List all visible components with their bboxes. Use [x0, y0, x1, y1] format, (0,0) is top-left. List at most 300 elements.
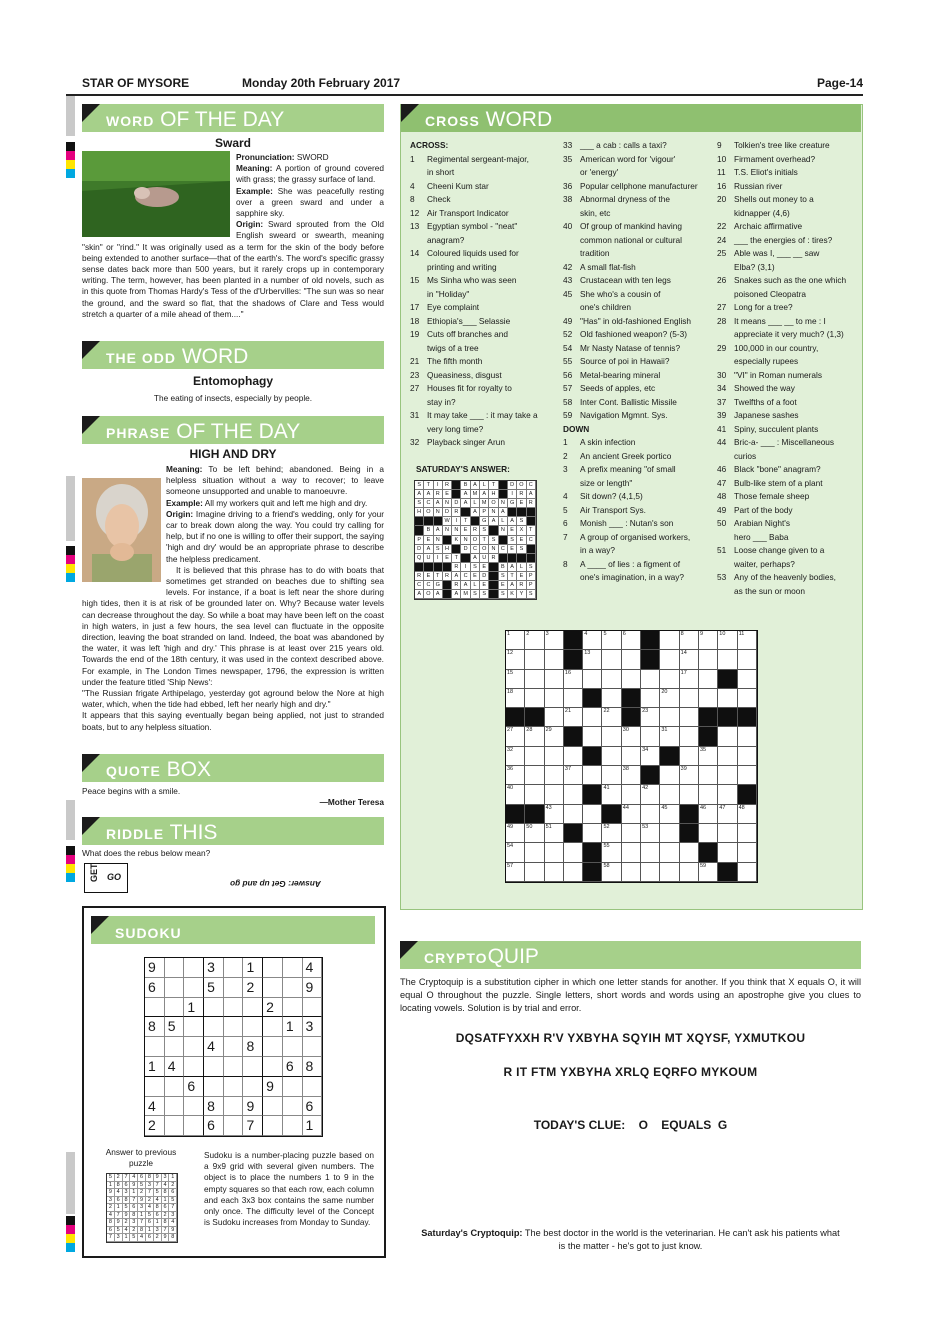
- grid-cell[interactable]: [641, 843, 660, 862]
- clue-number: 54: [563, 342, 573, 353]
- grid-cell[interactable]: [680, 631, 699, 650]
- answer-cell: R: [517, 581, 526, 590]
- grid-cell[interactable]: [583, 805, 602, 824]
- sudoku-cell[interactable]: [165, 998, 185, 1018]
- grid-cell[interactable]: [545, 727, 564, 746]
- clue: [410, 261, 555, 275]
- sudoku-cell[interactable]: [263, 978, 283, 998]
- sudoku-cell[interactable]: [283, 998, 303, 1018]
- grid-cell[interactable]: [680, 670, 699, 689]
- grid-cell[interactable]: [545, 708, 564, 727]
- sudoku-cell[interactable]: [204, 1017, 224, 1037]
- clue-number: 49: [717, 504, 727, 515]
- sudoku-cell[interactable]: [263, 1037, 283, 1057]
- prev-sudoku-cell: 1: [138, 1212, 146, 1220]
- clue-number: 1: [410, 153, 415, 164]
- grid-cell[interactable]: [718, 766, 737, 785]
- grid-cell[interactable]: [660, 670, 679, 689]
- prev-sudoku-cell: 8: [138, 1227, 146, 1235]
- grid-cell[interactable]: [641, 805, 660, 824]
- cell-number: 48: [738, 804, 745, 811]
- grid-cell[interactable]: [738, 863, 757, 882]
- grid-cell[interactable]: [680, 843, 699, 862]
- grid-cell[interactable]: [506, 650, 525, 669]
- grid-cell[interactable]: [525, 766, 544, 785]
- clue-text: Navigation Mgmnt. Sys.: [580, 410, 668, 420]
- grid-cell[interactable]: [506, 843, 525, 862]
- answer-cell: T: [461, 517, 470, 526]
- grid-cell[interactable]: [680, 689, 699, 708]
- clue-number: 31: [410, 410, 420, 420]
- grid-cell[interactable]: [622, 670, 641, 689]
- answer-cell: B: [424, 526, 433, 535]
- prev-sudoku-cell: 5: [130, 1234, 138, 1242]
- clue-number: 59: [563, 410, 573, 420]
- clue: [563, 315, 713, 329]
- grid-cell[interactable]: [525, 670, 544, 689]
- block-cell: [564, 631, 583, 650]
- sudoku-cell[interactable]: [184, 1037, 204, 1057]
- clue-number: [563, 234, 580, 248]
- grid-cell[interactable]: [545, 670, 564, 689]
- grid-cell[interactable]: [680, 785, 699, 804]
- grid-cell[interactable]: [564, 747, 583, 766]
- grid-cell[interactable]: [602, 766, 621, 785]
- grid-cell[interactable]: [583, 631, 602, 650]
- sudoku-cell[interactable]: [224, 1037, 244, 1057]
- sudoku-cell[interactable]: [165, 1097, 185, 1117]
- grid-cell[interactable]: [622, 863, 641, 882]
- margin-band: [66, 1152, 75, 1214]
- grid-cell[interactable]: [738, 805, 757, 824]
- block-cell: [564, 824, 583, 843]
- sudoku-cell[interactable]: [165, 958, 185, 978]
- grid-cell[interactable]: [602, 670, 621, 689]
- grid-cell[interactable]: [525, 727, 544, 746]
- grid-cell[interactable]: [641, 670, 660, 689]
- clue: [563, 261, 713, 275]
- cell-number: 55: [603, 843, 610, 850]
- sudoku-cell: 6: [145, 978, 165, 998]
- sudoku-cell[interactable]: [263, 1116, 283, 1136]
- grid-cell[interactable]: [622, 824, 641, 843]
- grid-cell[interactable]: [583, 824, 602, 843]
- grid-cell[interactable]: [525, 650, 544, 669]
- grid-cell[interactable]: [506, 824, 525, 843]
- prev-sudoku-cell: 3: [107, 1197, 115, 1205]
- grid-cell[interactable]: [622, 650, 641, 669]
- sat-text: The best doctor in the world is the veterinarian. He can't ask his patients what is the matter - he's got to just know.: [522, 1228, 840, 1251]
- grid-cell[interactable]: [525, 863, 544, 882]
- clue-number: [563, 544, 580, 558]
- grid-cell[interactable]: [583, 766, 602, 785]
- grid-cell[interactable]: [506, 689, 525, 708]
- sudoku-cell[interactable]: [165, 1116, 185, 1136]
- grid-cell[interactable]: [718, 727, 737, 746]
- clue-text: Spiny, succulent plants: [734, 423, 819, 434]
- prev-sudoku-cell: 3: [146, 1182, 154, 1190]
- grid-cell[interactable]: [545, 805, 564, 824]
- sudoku-cell[interactable]: [224, 958, 244, 978]
- block-cell: [738, 785, 757, 804]
- answer-cell: E: [508, 526, 517, 535]
- clue-text: Twelfths of a foot: [734, 396, 797, 407]
- grid-cell[interactable]: [660, 631, 679, 650]
- grid-cell[interactable]: [718, 805, 737, 824]
- grid-cell[interactable]: [738, 824, 757, 843]
- cipher-line-2: R IT FTM YXBYHA XRLQ EQRFO MYKOUM: [503, 1065, 758, 1079]
- grid-cell[interactable]: [680, 727, 699, 746]
- sudoku-cell[interactable]: [184, 1116, 204, 1136]
- grid-cell[interactable]: [699, 824, 718, 843]
- cell-number: 27: [507, 727, 514, 734]
- clue-text: anagram?: [427, 234, 465, 245]
- sudoku-cell[interactable]: [224, 978, 244, 998]
- prev-sudoku-cell: 2: [107, 1204, 115, 1212]
- grid-cell[interactable]: [602, 727, 621, 746]
- sudoku-cell[interactable]: [224, 1057, 244, 1077]
- grid-cell[interactable]: [660, 650, 679, 669]
- grid-cell[interactable]: [699, 631, 718, 650]
- grid-cell[interactable]: [545, 843, 564, 862]
- grid-cell[interactable]: [506, 766, 525, 785]
- sudoku-cell[interactable]: [145, 1037, 165, 1057]
- grid-cell[interactable]: [718, 785, 737, 804]
- sudoku-cell[interactable]: [263, 1017, 283, 1037]
- grid-cell[interactable]: [699, 766, 718, 785]
- cell-number: 17: [680, 669, 687, 676]
- grid-cell[interactable]: [602, 631, 621, 650]
- answer-cell: M: [480, 499, 489, 508]
- grid-cell[interactable]: [641, 863, 660, 882]
- grid-cell[interactable]: [660, 689, 679, 708]
- grid-cell[interactable]: [583, 650, 602, 669]
- clue-number: 4: [410, 180, 415, 191]
- grid-cell[interactable]: [699, 670, 718, 689]
- sudoku-prev-grid: [106, 1173, 178, 1243]
- section-label: DOWN: [563, 423, 590, 434]
- sudoku-cell[interactable]: [165, 1037, 185, 1057]
- clue-text: kidnapper (4,6): [734, 207, 790, 218]
- grid-cell[interactable]: [525, 689, 544, 708]
- clue-number: 13: [410, 221, 420, 231]
- clue-text: Firmament overhead?: [734, 153, 816, 164]
- clue: [717, 342, 859, 356]
- band-small: WORD: [106, 113, 155, 129]
- grid-cell[interactable]: [699, 747, 718, 766]
- sudoku-cell[interactable]: [243, 1057, 263, 1077]
- block-cell: [680, 824, 699, 843]
- cell-number: 37: [564, 766, 572, 773]
- grid-cell[interactable]: [680, 747, 699, 766]
- sudoku-cell[interactable]: [224, 1077, 244, 1097]
- sudoku-cell[interactable]: [303, 998, 323, 1018]
- answer-block: [461, 554, 470, 563]
- grid-cell[interactable]: [525, 824, 544, 843]
- clue-number: 48: [717, 491, 727, 501]
- grid-cell[interactable]: [583, 670, 602, 689]
- answer-cell: T: [480, 536, 489, 545]
- grid-cell[interactable]: [738, 670, 757, 689]
- grid-cell[interactable]: [641, 785, 660, 804]
- clue: [410, 342, 555, 356]
- grid-cell[interactable]: [583, 727, 602, 746]
- sudoku-cell[interactable]: [263, 1097, 283, 1117]
- grid-cell[interactable]: [641, 689, 660, 708]
- sudoku-cell[interactable]: [283, 1097, 303, 1117]
- grid-cell[interactable]: [506, 785, 525, 804]
- grid-cell[interactable]: [680, 863, 699, 882]
- grid-cell[interactable]: [525, 843, 544, 862]
- sudoku-cell[interactable]: [165, 1077, 185, 1097]
- sudoku-cell: 2: [263, 998, 283, 1018]
- clue: [563, 207, 713, 221]
- grid-cell[interactable]: [545, 689, 564, 708]
- grid-cell[interactable]: [564, 766, 583, 785]
- grid-cell[interactable]: [738, 747, 757, 766]
- grid-cell[interactable]: [564, 785, 583, 804]
- answer-cell: A: [461, 499, 470, 508]
- grid-cell[interactable]: [564, 863, 583, 882]
- grid-cell[interactable]: [738, 689, 757, 708]
- sudoku-cell[interactable]: [303, 1077, 323, 1097]
- grid-cell[interactable]: [545, 631, 564, 650]
- band-small: CROSS: [425, 113, 480, 129]
- grid-cell[interactable]: [738, 631, 757, 650]
- origin-text: Imagine driving to a friend's wedding, only for your car to break down along the way. You could try calling for help, but if no one is willing to offer their support, the saying 'high and dry' would be an appropriate phrase to describe the helpless predicament.: [166, 508, 384, 564]
- sudoku-cell[interactable]: [283, 978, 303, 998]
- answer-cell: R: [443, 481, 452, 490]
- grid-cell[interactable]: [622, 766, 641, 785]
- clue-number: [410, 288, 427, 302]
- grid-cell[interactable]: [564, 689, 583, 708]
- grid-cell[interactable]: [525, 785, 544, 804]
- grid-cell[interactable]: [622, 785, 641, 804]
- prev-sudoku-cell: 1: [123, 1234, 131, 1242]
- grid-cell[interactable]: [506, 747, 525, 766]
- grid-cell[interactable]: [660, 708, 679, 727]
- grid-cell[interactable]: [660, 863, 679, 882]
- sudoku-cell[interactable]: [184, 1057, 204, 1077]
- grid-cell[interactable]: [660, 805, 679, 824]
- grid-cell[interactable]: [738, 766, 757, 785]
- grid-cell[interactable]: [641, 708, 660, 727]
- grid-cell[interactable]: [660, 766, 679, 785]
- clue-text: size or length": [580, 477, 633, 488]
- clue-number: 9: [717, 140, 722, 150]
- grid-cell[interactable]: [545, 863, 564, 882]
- clue-number: 15: [410, 275, 420, 285]
- answer-cell: A: [527, 490, 536, 499]
- sudoku-cell[interactable]: [243, 998, 263, 1018]
- sudoku-cell[interactable]: [184, 958, 204, 978]
- grid-cell[interactable]: [622, 747, 641, 766]
- answer-cell: R: [452, 508, 461, 517]
- grid-cell[interactable]: [699, 689, 718, 708]
- grid-cell[interactable]: [622, 727, 641, 746]
- answer-cell: A: [508, 581, 517, 590]
- sudoku-cell[interactable]: [184, 1017, 204, 1037]
- grid-cell[interactable]: [602, 689, 621, 708]
- grid-cell[interactable]: [660, 824, 679, 843]
- grid-cell[interactable]: [699, 785, 718, 804]
- sudoku-cell[interactable]: [283, 1077, 303, 1097]
- grid-cell[interactable]: [699, 863, 718, 882]
- grid-cell[interactable]: [680, 708, 699, 727]
- grid-cell[interactable]: [622, 805, 641, 824]
- sudoku-band: [91, 916, 375, 944]
- grid-cell[interactable]: [718, 824, 737, 843]
- grid-cell[interactable]: [699, 805, 718, 824]
- answer-cell: O: [424, 590, 433, 599]
- sudoku-cell[interactable]: [303, 1037, 323, 1057]
- sudoku-cell[interactable]: [283, 1037, 303, 1057]
- clue-text: Loose change given to a: [734, 545, 825, 555]
- grid-cell[interactable]: [718, 650, 737, 669]
- block-cell: [525, 805, 544, 824]
- grid-cell[interactable]: [602, 863, 621, 882]
- grid-cell[interactable]: [545, 747, 564, 766]
- grid-cell[interactable]: [738, 843, 757, 862]
- grid-cell[interactable]: [564, 843, 583, 862]
- grid-cell[interactable]: [602, 824, 621, 843]
- grid-cell[interactable]: [564, 708, 583, 727]
- sudoku-cell[interactable]: [263, 958, 283, 978]
- sudoku-cell[interactable]: [145, 1077, 165, 1097]
- clue: [717, 544, 859, 558]
- block-cell: [583, 863, 602, 882]
- grid-cell[interactable]: [602, 708, 621, 727]
- grid-cell[interactable]: [564, 670, 583, 689]
- clue: [410, 355, 555, 369]
- grid-cell[interactable]: [738, 650, 757, 669]
- clue-number: [563, 477, 580, 491]
- grid-cell[interactable]: [641, 747, 660, 766]
- clue-text: in short: [427, 167, 455, 177]
- block-cell: [680, 805, 699, 824]
- grid-cell[interactable]: [506, 727, 525, 746]
- grid-cell[interactable]: [545, 824, 564, 843]
- grid-cell[interactable]: [699, 650, 718, 669]
- grid-cell[interactable]: [641, 727, 660, 746]
- grid-cell[interactable]: [506, 631, 525, 650]
- sudoku-cell[interactable]: [184, 1097, 204, 1117]
- grid-cell[interactable]: [602, 843, 621, 862]
- answer-cell: S: [489, 536, 498, 545]
- grid-cell[interactable]: [622, 631, 641, 650]
- clue-number: [563, 207, 580, 221]
- answer-cell: B: [499, 563, 508, 572]
- sudoku-cell[interactable]: [165, 978, 185, 998]
- clue-number: 56: [563, 369, 573, 380]
- grid-cell[interactable]: [660, 727, 679, 746]
- answer-cell: S: [415, 481, 424, 490]
- grid-cell[interactable]: [680, 766, 699, 785]
- grid-cell[interactable]: [602, 650, 621, 669]
- sudoku-cell[interactable]: [204, 1057, 224, 1077]
- sudoku-cell[interactable]: [145, 998, 165, 1018]
- sudoku-cell[interactable]: [204, 1077, 224, 1097]
- answer-block: [424, 517, 433, 526]
- clue: [563, 274, 713, 288]
- grid-cell[interactable]: [506, 670, 525, 689]
- sudoku-cell[interactable]: [224, 1097, 244, 1117]
- clue: [410, 301, 555, 315]
- clue-text: T.S. Eliot's initials: [734, 167, 798, 177]
- grid-cell[interactable]: [660, 843, 679, 862]
- clue: [717, 517, 859, 531]
- answer-cell: P: [527, 572, 536, 581]
- prev-sudoku-cell: 2: [154, 1234, 162, 1242]
- clue: [717, 355, 859, 369]
- grid-cell[interactable]: [564, 805, 583, 824]
- sudoku-cell[interactable]: [224, 1017, 244, 1037]
- cell-number: 31: [661, 727, 668, 734]
- prev-sudoku-cell: 1: [115, 1204, 123, 1212]
- grid-cell[interactable]: [506, 863, 525, 882]
- answer-cell: T: [424, 481, 433, 490]
- sudoku-cell[interactable]: [243, 1077, 263, 1097]
- clue: [717, 382, 859, 396]
- grid-cell[interactable]: [718, 843, 737, 862]
- sudoku-cell: 9: [303, 978, 323, 998]
- clue-number: 3: [563, 464, 568, 474]
- block-cell: [583, 785, 602, 804]
- sudoku-cell: 1: [303, 1116, 323, 1136]
- grid-cell[interactable]: [718, 747, 737, 766]
- sudoku-cell[interactable]: [283, 1116, 303, 1136]
- sudoku-cell[interactable]: [204, 998, 224, 1018]
- cell-number: 46: [699, 804, 707, 811]
- answer-block: [443, 581, 452, 590]
- grid-cell[interactable]: [602, 785, 621, 804]
- cell-number: 28: [526, 727, 533, 734]
- page-header: [82, 76, 863, 92]
- grid-cell[interactable]: [680, 650, 699, 669]
- grid-cell[interactable]: [660, 785, 679, 804]
- grid-cell[interactable]: [602, 747, 621, 766]
- prev-sudoku-cell: 8: [146, 1174, 154, 1182]
- grid-cell[interactable]: [641, 824, 660, 843]
- cell-number: 1: [507, 631, 511, 637]
- clue-text: Shells out money to a: [734, 194, 814, 204]
- clue: [717, 180, 859, 194]
- sudoku-cell[interactable]: [224, 1116, 244, 1136]
- sudoku-cell[interactable]: [283, 958, 303, 978]
- grid-cell[interactable]: [738, 727, 757, 746]
- answer-cell: A: [415, 590, 424, 599]
- clue-number: 16: [717, 180, 727, 191]
- sudoku-cell[interactable]: [224, 998, 244, 1018]
- grid-cell[interactable]: [718, 689, 737, 708]
- grid-cell[interactable]: [718, 631, 737, 650]
- grid-cell[interactable]: [545, 785, 564, 804]
- cell-number: 50: [526, 823, 533, 830]
- answer-cell: A: [452, 590, 461, 599]
- prev-sudoku-cell: 6: [169, 1189, 177, 1197]
- sudoku-cell[interactable]: [243, 1017, 263, 1037]
- grid-cell[interactable]: [525, 747, 544, 766]
- grid-cell[interactable]: [545, 766, 564, 785]
- clue: [717, 571, 859, 585]
- clue: [410, 423, 555, 437]
- grid-cell[interactable]: [545, 650, 564, 669]
- grid-cell[interactable]: [525, 631, 544, 650]
- grid-cell[interactable]: [583, 708, 602, 727]
- sudoku-cell[interactable]: [263, 1057, 283, 1077]
- sudoku-cell[interactable]: [184, 978, 204, 998]
- grid-cell[interactable]: [622, 843, 641, 862]
